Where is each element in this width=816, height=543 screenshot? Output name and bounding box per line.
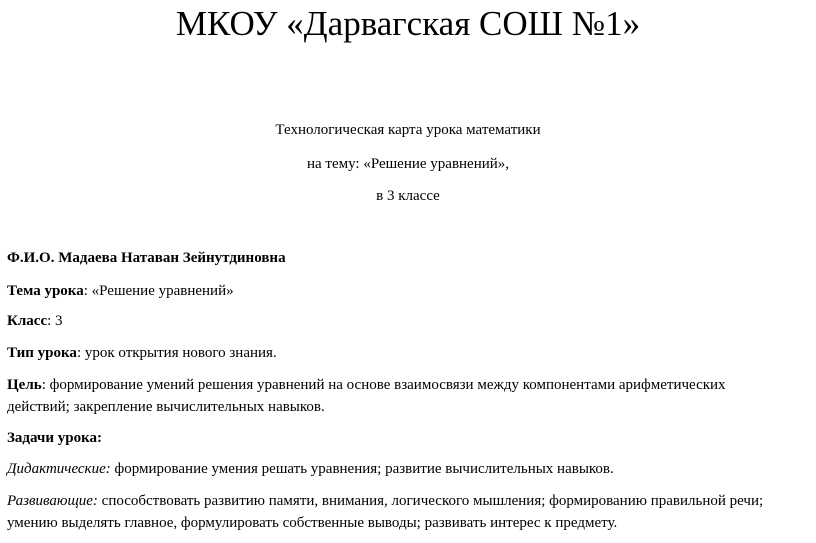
didactic-value: формирование умения решать уравнения; развитие вычислительных навыков. [110,461,614,477]
developing-line-2 [7,512,812,534]
topic-line [7,280,812,302]
developing-line-1 [7,490,812,512]
lesson-type-value: : урок открытия нового знания. [76,345,277,361]
author-line [7,247,812,269]
tasks-label: Задачи урока: [7,430,103,446]
class-value: : 3 [47,313,63,329]
goal-value-2: действий; закрепление вычислительных навыков. [7,399,325,415]
goal-label: Цель [7,377,42,393]
goal-line-1 [7,374,812,396]
topic-value: : «Решение уравнений» [83,283,234,299]
lesson-type-line [7,342,812,364]
tasks-heading [7,427,812,449]
topic-label: Тема урока [7,283,84,299]
developing-value-1: способствовать развитию памяти, внимания, логического мышления; формированию правильной речи; [97,493,764,509]
doc-title-line1: Технологическая карта урока математики [275,122,541,138]
didactic-label: Дидактические: [7,461,111,477]
doc-title-line3: в 3 классе [376,188,440,204]
lesson-type-label: Тип урока [7,345,77,361]
school-name: МКОУ «Дарвагская СОШ №1» [175,4,641,43]
class-line [7,310,812,332]
goal-line-2 [7,396,812,418]
doc-title-line2: на тему: «Решение уравнений», [306,156,510,172]
didactic-line [7,458,812,480]
goal-value-1: : формирование умений решения уравнений на основе взаимосвязи между компонентами арифметических [41,377,726,393]
developing-label: Развивающие: [7,493,98,509]
developing-value-2: умению выделять главное, формулировать собственные выводы; развивать интерес к предмету. [7,515,618,531]
class-label: Класс [7,313,48,329]
author-name: Ф.И.О. Мадаева Натаван Зейнутдиновна [7,250,286,266]
